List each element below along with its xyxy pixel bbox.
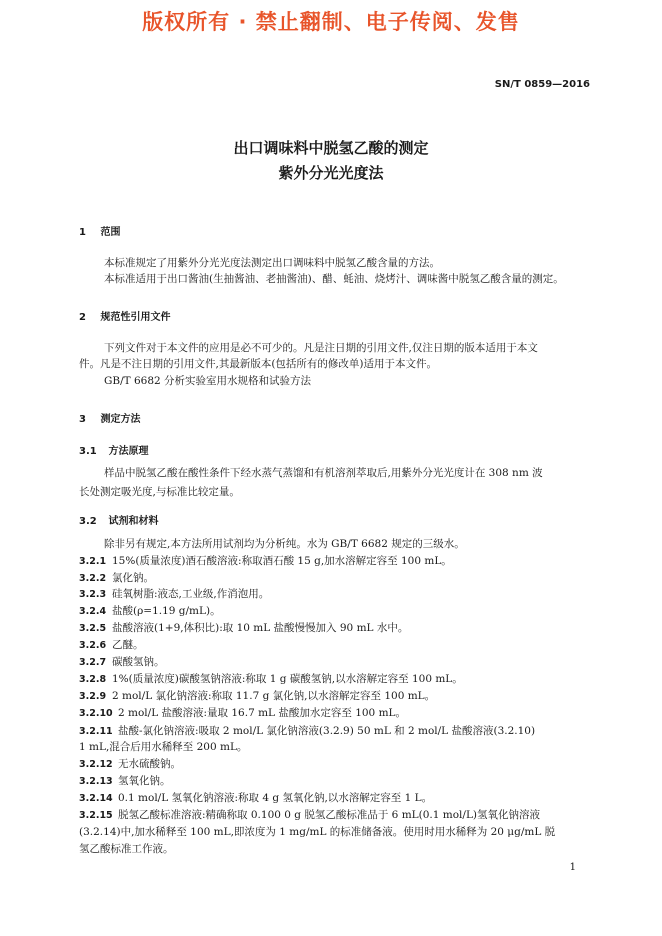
section-number: 3.2 xyxy=(79,516,97,527)
document-subtitle: 紫外分光光度法 xyxy=(278,164,384,182)
item-number: 3.2.15 xyxy=(79,810,113,821)
item-number: 3.2.9 xyxy=(79,691,107,702)
item-number: 3.2.2 xyxy=(79,573,107,584)
item-text: 1%(质量浓度)碳酸氢钠溶液:称取 1 g 碳酸氢钠,以水溶解定容至 100 mL。 xyxy=(112,673,463,685)
item-text: 氯化钠。 xyxy=(112,572,154,584)
section-number: 3.1 xyxy=(79,446,97,457)
item-text: 15%(质量浓度)酒石酸溶液:称取酒石酸 15 g,加水溶解定容至 100 mL。 xyxy=(112,555,452,567)
section-title: 测定方法 xyxy=(100,414,141,425)
item-number: 3.2.3 xyxy=(79,589,107,600)
list-item xyxy=(79,757,181,772)
standard-number: SN/T 0859—2016 xyxy=(494,79,590,90)
item-number: 3.2.10 xyxy=(79,708,113,719)
item-number: 3.2.13 xyxy=(79,776,113,787)
list-item xyxy=(79,774,171,789)
item-text: 乙醚。 xyxy=(112,639,144,651)
section-number: 1 xyxy=(79,227,86,238)
item-text-continued: 氢乙酸标准工作液。 xyxy=(79,843,174,855)
list-item xyxy=(79,808,540,823)
list-item xyxy=(79,672,463,687)
section-heading-1 xyxy=(79,223,120,238)
section-heading-3-1 xyxy=(79,442,148,457)
list-item xyxy=(79,571,154,586)
list-item xyxy=(79,554,452,569)
item-text-continued: 1 mL,混合后用水稀释至 200 mL。 xyxy=(79,741,248,753)
document-title: 出口调味料中脱氢乙酸的测定 xyxy=(233,139,429,157)
list-item xyxy=(79,655,165,670)
item-text: 硅氧树脂:液态,工业级,作消泡用。 xyxy=(112,588,270,600)
item-number: 3.2.8 xyxy=(79,674,107,685)
item-text-continued: (3.2.14)中,加水稀释至 100 mL,即浓度为 1 mg/mL 的标准储备液。使用时用水稀释为 20 μg/mL 脱 xyxy=(79,826,556,838)
list-item xyxy=(79,621,408,636)
section-number: 2 xyxy=(79,312,86,323)
paragraph: 样品中脱氢乙酸在酸性条件下经水蒸气蒸馏和有机溶剂萃取后,用紫外分光光度计在 308 nm 波 xyxy=(104,467,543,479)
item-number: 3.2.4 xyxy=(79,606,107,617)
item-number: 3.2.12 xyxy=(79,759,113,770)
item-text: 2 mol/L 氯化钠溶液:称取 11.7 g 氯化钠,以水溶解定容至 100 mL。 xyxy=(112,690,436,702)
item-text: 无水硫酸钠。 xyxy=(118,758,181,770)
paragraph: 本标准规定了用紫外分光光度法测定出口调味料中脱氢乙酸含量的方法。 xyxy=(104,257,440,269)
list-item xyxy=(79,724,535,739)
section-number: 3 xyxy=(79,414,86,425)
paragraph: 长处测定吸光度,与标准比较定量。 xyxy=(79,486,240,498)
page-number: 1 xyxy=(569,862,576,873)
item-number: 3.2.14 xyxy=(79,793,113,804)
item-number: 3.2.7 xyxy=(79,657,107,668)
item-text: 2 mol/L 盐酸溶液:量取 16.7 mL 盐酸加水定容至 100 mL。 xyxy=(118,707,407,719)
section-title: 范围 xyxy=(100,227,121,238)
paragraph: 下列文件对于本文件的应用是必不可少的。凡是注日期的引用文件,仅注日期的版本适用于本文 xyxy=(104,342,538,354)
list-item xyxy=(79,587,269,602)
list-item xyxy=(79,638,144,653)
item-text: 脱氢乙酸标准溶液:精确称取 0.100 0 g 脱氢乙酸标准品于 6 mL(0.1 mol/L)氢氧化钠溶液 xyxy=(118,809,541,821)
list-item xyxy=(79,706,406,721)
item-number: 3.2.5 xyxy=(79,623,107,634)
section-heading-2 xyxy=(79,308,170,323)
item-text: 盐酸溶液(1+9,体积比):取 10 mL 盐酸慢慢加入 90 mL 水中。 xyxy=(112,622,409,634)
list-item xyxy=(79,689,435,704)
paragraph: 除非另有规定,本方法所用试剂均为分析纯。水为 GB/T 6682 规定的三级水。 xyxy=(104,538,465,550)
item-number: 3.2.6 xyxy=(79,640,107,651)
section-title: 试剂和材料 xyxy=(108,516,159,527)
item-text: 氢氧化钠。 xyxy=(118,775,171,787)
item-text: 盐酸-氯化钠溶液:吸取 2 mol/L 氯化钠溶液(3.2.9) 50 mL 和 2 mol/L 盐酸溶液(3.2.10) xyxy=(118,725,536,737)
list-item xyxy=(79,604,221,619)
item-text: 0.1 mol/L 氢氧化钠溶液:称取 4 g 氢氧化钠,以水溶解定容至 1 L。 xyxy=(118,792,433,804)
item-text: 盐酸(ρ=1.19 g/mL)。 xyxy=(112,605,221,617)
section-title: 方法原理 xyxy=(108,446,149,457)
watermark: 版权所有 · 禁止翻制、电子传阅、发售 xyxy=(142,10,520,34)
section-title: 规范性引用文件 xyxy=(100,312,171,323)
item-number: 3.2.11 xyxy=(79,726,113,737)
item-text: 碳酸氢钠。 xyxy=(112,656,165,668)
list-item xyxy=(79,791,432,806)
paragraph: 件。凡是不注日期的引用文件,其最新版本(包括所有的修改单)适用于本文件。 xyxy=(79,358,438,370)
section-heading-3-2 xyxy=(79,512,158,527)
reference-entry: GB/T 6682 分析实验室用水规格和试验方法 xyxy=(104,375,312,387)
section-heading-3 xyxy=(79,410,140,425)
paragraph: 本标准适用于出口酱油(生抽酱油、老抽酱油)、醋、蚝油、烧烤汁、调味酱中脱氢乙酸含量的测定。 xyxy=(104,273,564,285)
item-number: 3.2.1 xyxy=(79,556,107,567)
